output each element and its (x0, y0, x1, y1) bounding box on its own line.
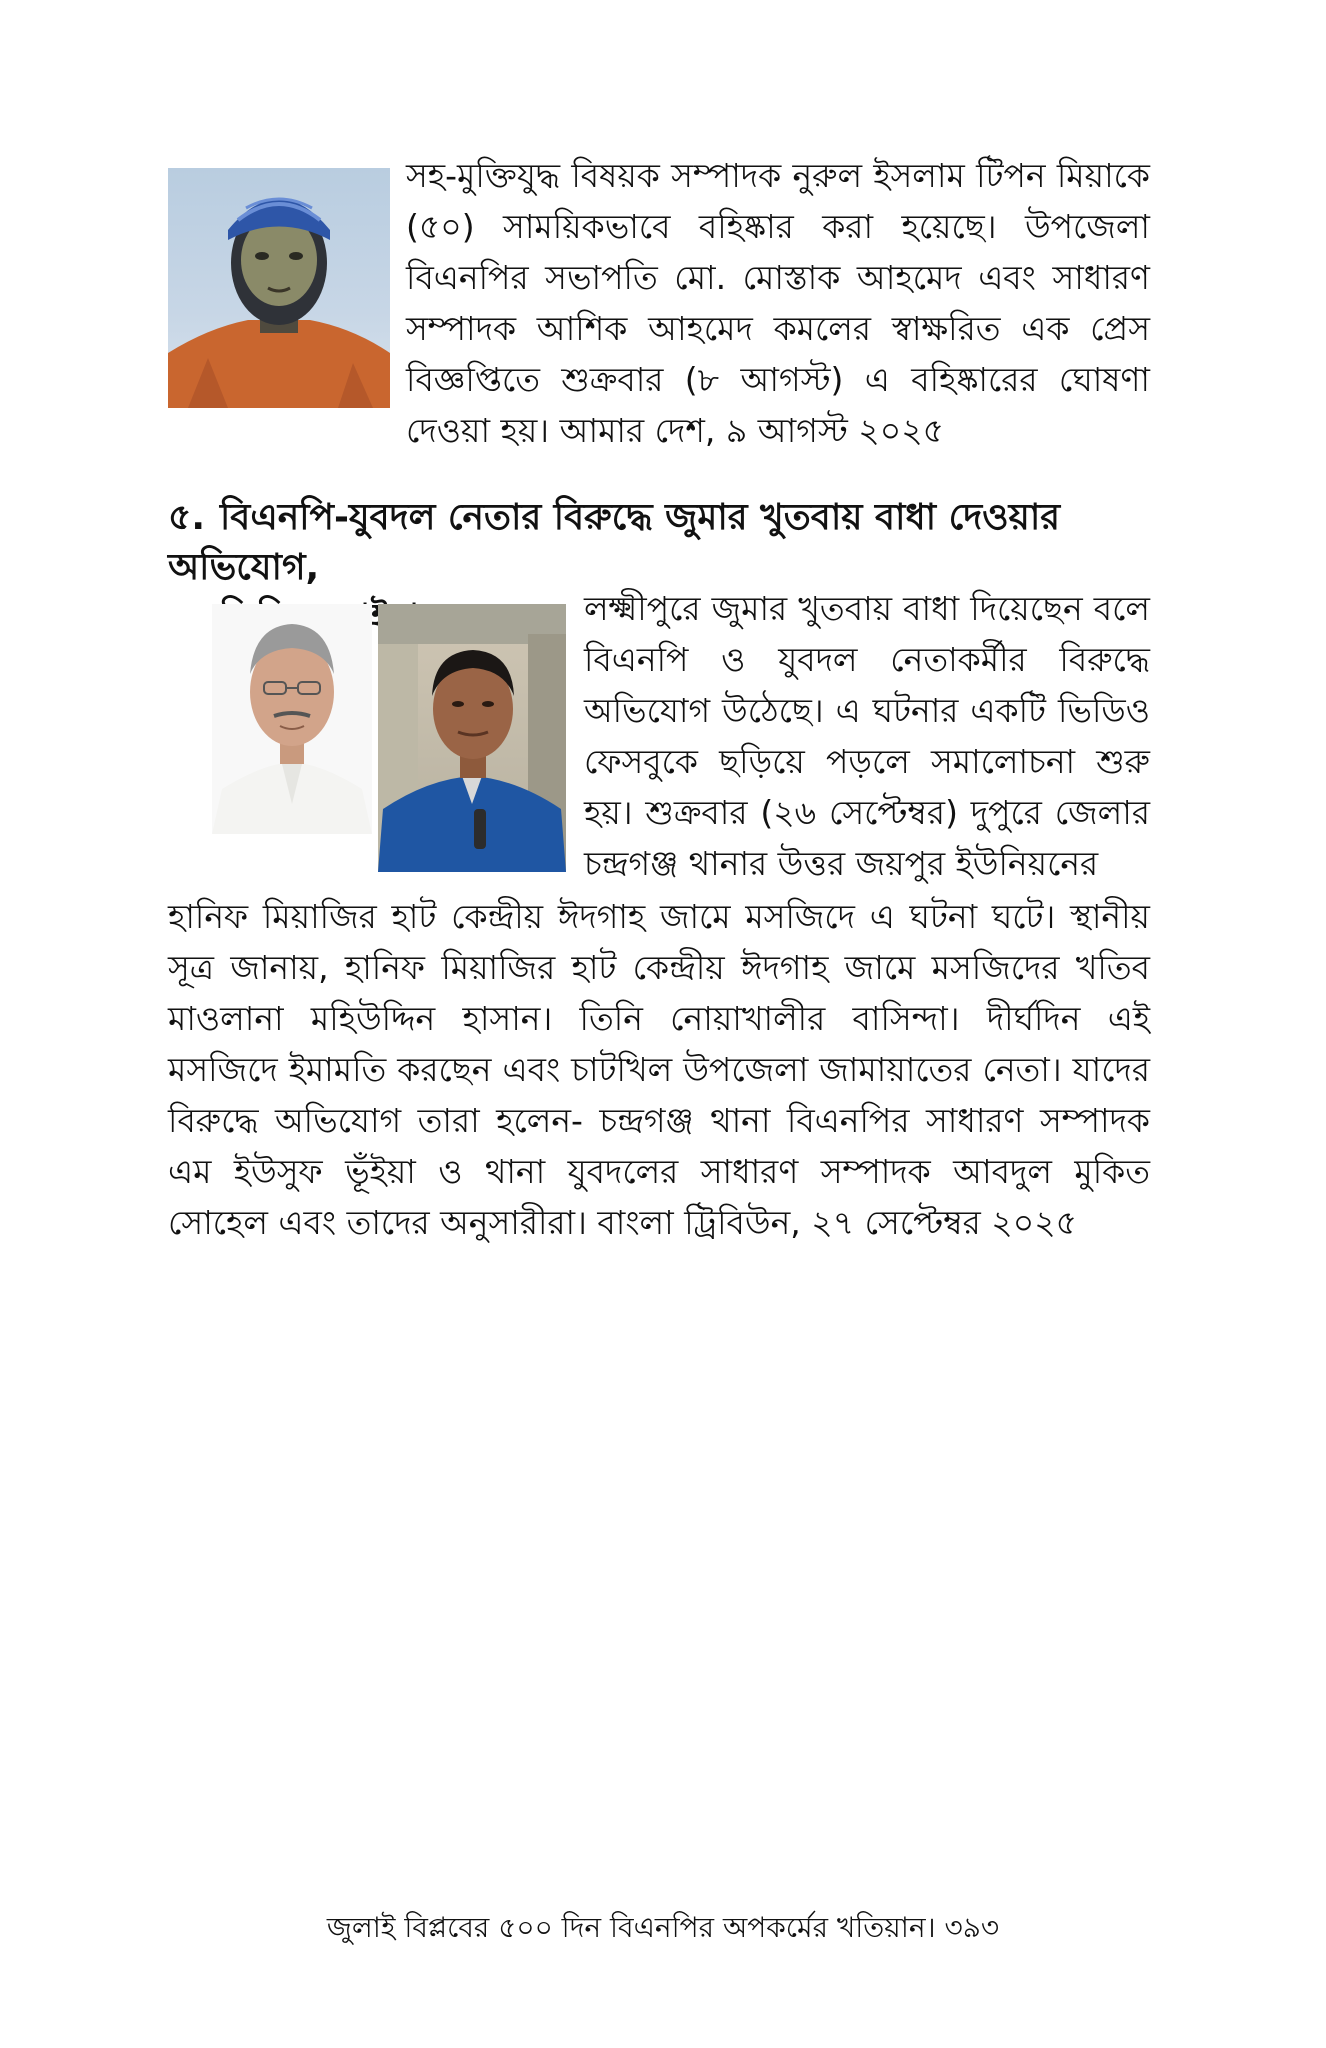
portrait-photo-2 (212, 604, 372, 834)
portrait-photo-1 (168, 168, 390, 408)
page-footer: জুলাই বিপ্লবের ৫০০ দিন বিএনপির অপকর্মের খতিয়ান। ৩৯৩ (326, 1911, 1000, 1944)
section-number: ৫. (168, 497, 206, 538)
portrait-photo-3 (378, 604, 566, 872)
paragraph-section5-top: লক্ষ্মীপুরে জুমার খুতবায় বাধা দিয়েছেন বলে বিএনপি ও যুবদল নেতাকর্মীর বিরুদ্ধে অভিযোগ উঠেছে। এ ঘটনার একটি ভিডিও ফেসবুকে ছড়িয়ে পড়লে সমালোচনা শুরু হয়। শুক্রবার (২৬ সেপ্টেম্বর) দুপুরে জেলার চন্দ্রগঞ্জ থানার উত্তর জয়পুর ইউনিয়নের (584, 589, 1150, 883)
paragraph-section5-bottom: হানিফ মিয়াজির হাট কেন্দ্রীয় ঈদগাহ জামে মসজিদে এ ঘটনা ঘটে। স্থানীয় সূত্র জানায়, হানিফ মিয়াজির হাট কেন্দ্রীয় ঈদগাহ জামে মসজিদের খতিব মাওলানা মহিউদ্দিন হাসান। তিনি নোয়াখালীর বাসিন্দা। দীর্ঘদিন এই মসজিদে ইমামতি করছেন এবং চাটখিল উপজেলা জামায়াতের নেতা। যাদের বিরুদ্ধে অভিযোগ তারা হলেন- চন্দ্রগঞ্জ থানা বিএনপির সাধারণ সম্পাদক এম ইউসুফ ভূঁইয়া ও থানা যুবদলের সাধারণ সম্পাদক আবদুল মুকিত সোহেল এবং তাদের অনুসারীরা। বাংলা ট্রিবিউন, ২৭ সেপ্টেম্বর ২০২৫ (168, 897, 1150, 1242)
section-title-line1: বিএনপি-যুবদল নেতার বিরুদ্ধে জুমার খুতবায় বাধা দেওয়ার অভিযোগ, (168, 497, 1061, 588)
paragraph-intro: সহ-মুক্তিযুদ্ধ বিষয়ক সম্পাদক নুরুল ইসলাম টিপন মিয়াকে (৫০) সাময়িকভাবে বহিষ্কার করা হয়েছে। উপজেলা বিএনপির সভাপতি মো. মোস্তাক আহমেদ এবং সাধারণ সম্পাদক আশিক আহমেদ কমলের স্বাক্ষরিত এক প্রেস বিজ্ঞপ্তিতে শুক্রবার (৮ আগস্ট) এ বহিষ্কারের ঘোষণা দেওয়া হয়। আমার দেশ, ৯ আগস্ট ২০২৫ (406, 156, 1150, 450)
